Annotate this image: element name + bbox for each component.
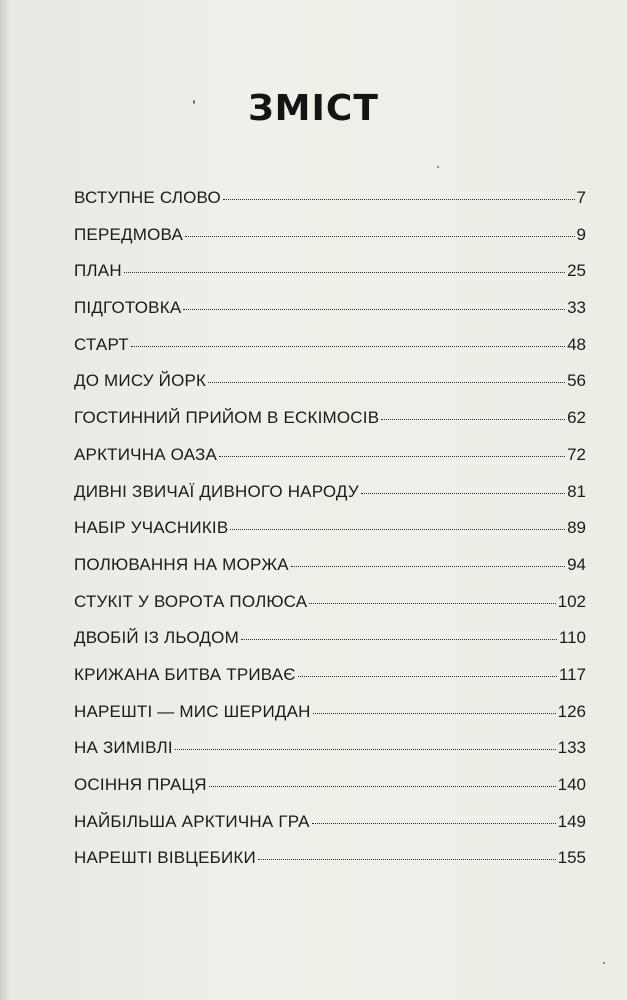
paper-speck xyxy=(603,962,605,964)
toc-entry xyxy=(74,217,586,254)
paper-speck xyxy=(437,166,439,168)
toc-entry xyxy=(74,327,586,364)
toc-entry-page-number: 81 xyxy=(567,481,586,501)
toc-entry-page-number: 48 xyxy=(567,334,586,354)
toc-entry-title: ПОЛЮВАННЯ НА МОРЖА xyxy=(74,554,289,574)
toc-entry-page-number: 33 xyxy=(567,298,586,318)
toc-dot-leader xyxy=(185,236,574,237)
toc-entry-page-number: 7 xyxy=(576,188,586,207)
toc-entry-title: ВСТУПНЕ СЛОВО xyxy=(74,188,221,207)
toc-entry xyxy=(74,840,586,877)
toc-entry xyxy=(74,437,586,474)
toc-dot-leader xyxy=(313,713,556,714)
page-title: ЗМІСТ xyxy=(248,88,379,129)
toc-entry xyxy=(74,804,586,841)
toc-dot-leader xyxy=(183,309,565,310)
toc-dot-leader xyxy=(298,676,557,677)
toc-entry-title: НА ЗИМІВЛІ xyxy=(74,738,173,758)
toc-dot-leader xyxy=(291,566,565,567)
toc-entry-page-number: 25 xyxy=(567,261,586,281)
toc-dot-leader xyxy=(131,346,565,347)
toc-entry-title: ОСІННЯ ПРАЦЯ xyxy=(74,775,207,794)
toc-entry xyxy=(74,400,586,437)
toc-entry-title: ПІДГОТОВКА xyxy=(74,298,182,318)
toc-entry xyxy=(74,584,586,621)
toc-entry-page-number: 110 xyxy=(558,628,586,648)
toc-dot-leader xyxy=(230,529,565,530)
toc-entry-page-number: 62 xyxy=(567,408,586,428)
toc-entry-page-number: 56 xyxy=(567,371,586,391)
toc-entry-title: НАЙБІЛЬША АРКТИЧНА ГРА xyxy=(74,811,310,831)
table-of-contents xyxy=(74,180,586,877)
toc-entry-title: СТАРТ xyxy=(74,334,129,354)
toc-entry xyxy=(74,767,586,804)
toc-entry-title: НАРЕШТІ — МИС ШЕРИДАН xyxy=(74,701,311,721)
toc-dot-leader xyxy=(223,199,575,200)
toc-dot-leader xyxy=(241,639,557,640)
toc-entry xyxy=(74,510,586,547)
toc-entry-page-number: 9 xyxy=(576,224,586,244)
toc-entry-page-number: 149 xyxy=(557,811,586,831)
toc-entry-page-number: 72 xyxy=(567,444,586,464)
toc-dot-leader xyxy=(219,456,565,457)
toc-entry-page-number: 155 xyxy=(557,848,586,868)
toc-entry-title: ДВОБІЙ ІЗ ЛЬОДОМ xyxy=(74,628,239,648)
toc-entry-title: ГОСТИННИЙ ПРИЙОМ В ЕСКІМОСІВ xyxy=(74,408,380,428)
toc-entry xyxy=(74,620,586,657)
toc-entry xyxy=(74,730,586,767)
toc-entry-page-number: 140 xyxy=(557,775,586,794)
toc-dot-leader xyxy=(124,272,565,273)
toc-entry-title: ДО МИСУ ЙОРК xyxy=(74,371,207,391)
toc-entry xyxy=(74,474,586,511)
toc-entry-title: НАРЕШТІ ВІВЦЕБИКИ xyxy=(74,848,256,868)
toc-entry-page-number: 133 xyxy=(557,738,586,758)
toc-entry xyxy=(74,290,586,327)
toc-dot-leader xyxy=(209,786,556,787)
toc-entry-page-number: 94 xyxy=(567,554,586,574)
toc-entry xyxy=(74,694,586,731)
toc-entry-title: КРИЖАНА БИТВА ТРИВАЄ xyxy=(74,664,296,684)
toc-entry-page-number: 117 xyxy=(558,664,586,684)
toc-entry-page-number: 89 xyxy=(567,518,586,538)
toc-dot-leader xyxy=(175,749,556,750)
toc-dot-leader xyxy=(258,859,556,860)
toc-dot-leader xyxy=(361,493,565,494)
page-edge-shadow xyxy=(0,0,10,1000)
toc-entry-title: НАБІР УЧАСНИКІВ xyxy=(74,518,229,538)
toc-dot-leader xyxy=(208,382,565,383)
toc-entry-page-number: 126 xyxy=(557,701,586,721)
toc-entry xyxy=(74,363,586,400)
toc-entry-title: ПЕРЕДМОВА xyxy=(74,224,184,244)
toc-entry-title: СТУКІТ У ВОРОТА ПОЛЮСА xyxy=(74,591,308,611)
toc-entry-title: ДИВНІ ЗВИЧАЇ ДИВНОГО НАРОДУ xyxy=(74,481,359,501)
toc-entry xyxy=(74,180,586,217)
toc-dot-leader xyxy=(381,419,565,420)
toc-entry xyxy=(74,657,586,694)
toc-entry-title: ПЛАН xyxy=(74,261,122,281)
toc-entry xyxy=(74,253,586,290)
toc-dot-leader xyxy=(312,823,556,824)
toc-dot-leader xyxy=(309,603,555,604)
toc-entry xyxy=(74,547,586,584)
toc-entry-page-number: 102 xyxy=(557,591,586,611)
toc-entry-title: АРКТИЧНА ОАЗА xyxy=(74,444,218,464)
